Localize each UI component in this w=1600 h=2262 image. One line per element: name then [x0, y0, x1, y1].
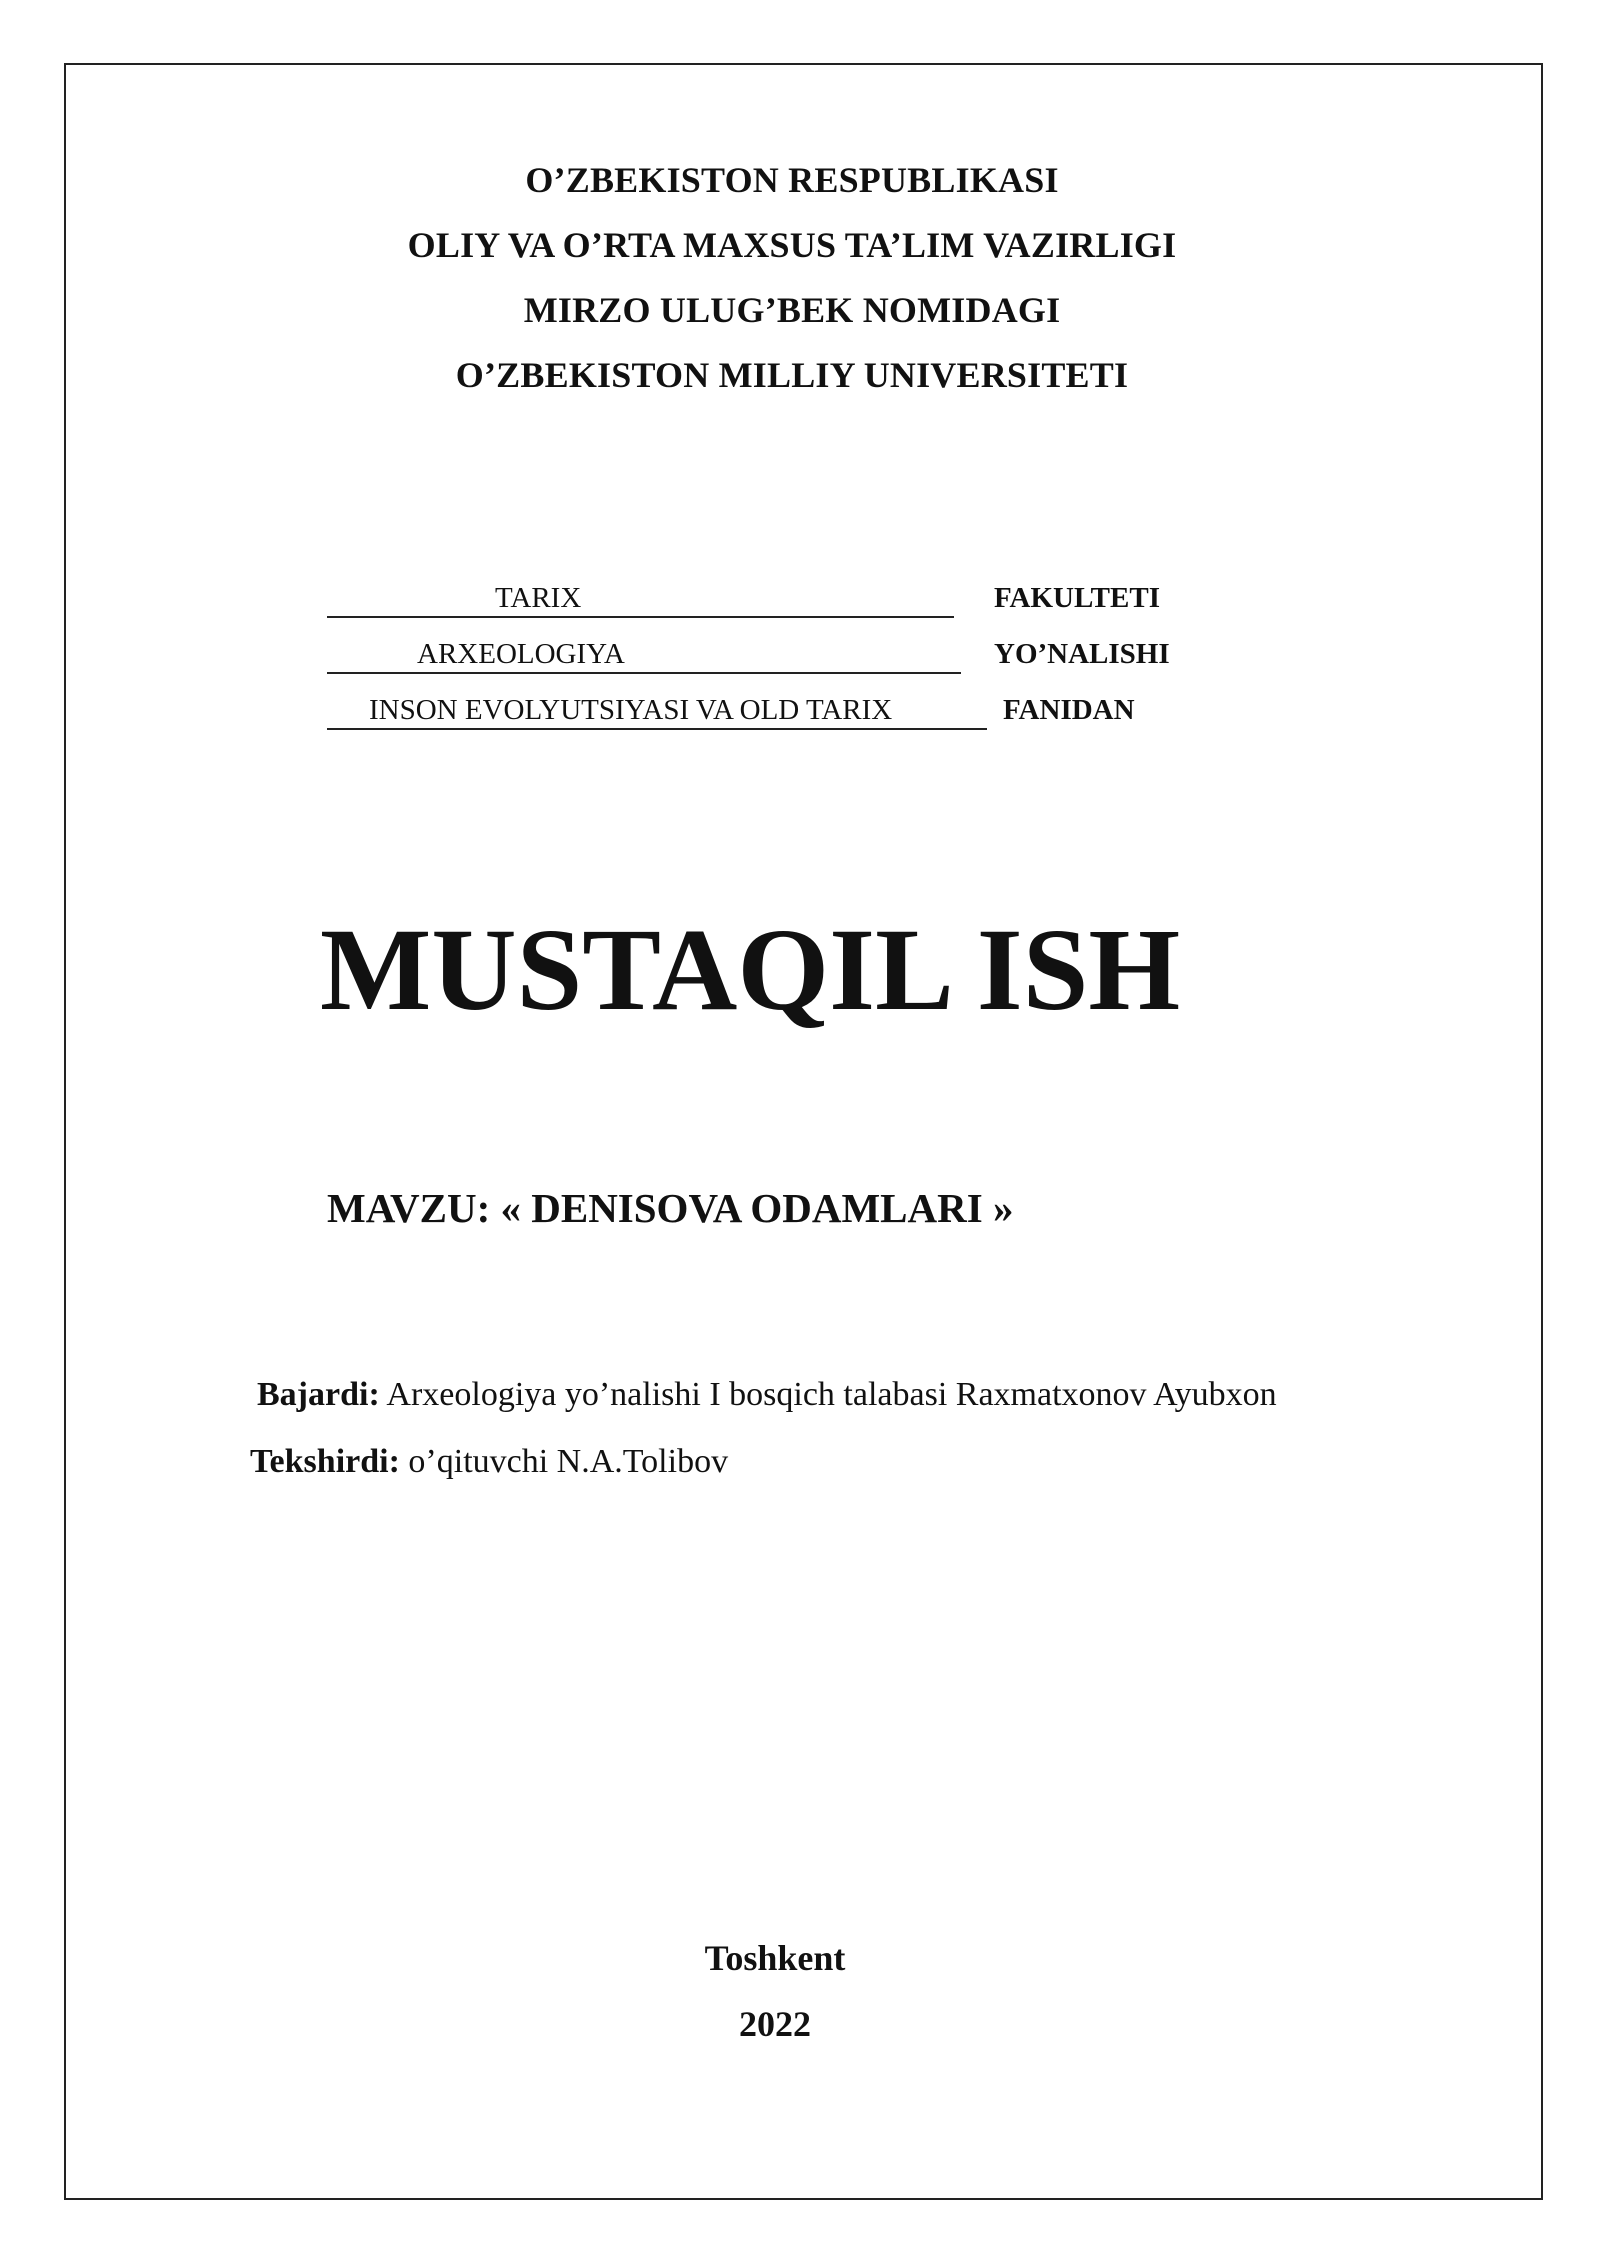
- header-line-country: O’ZBEKISTON RESPUBLIKASI: [525, 160, 1059, 200]
- footer-year: 2022: [739, 2004, 811, 2044]
- footer-city: Toshkent: [704, 1938, 846, 1978]
- faculty-label: FAKULTETI: [994, 582, 1160, 614]
- header-line-namesake: MIRZO ULUG’BEK NOMIDAGI: [523, 290, 1061, 330]
- footer: [0, 1925, 1600, 2057]
- performed-by-value: Arxeologiya yo’nalishi I bosqich talabasi Raxmatxonov Ayubxon: [386, 1376, 1277, 1413]
- direction-label: YO’NALISHI: [994, 638, 1170, 670]
- performed-by-line: [257, 1370, 1277, 1420]
- faculty-value: TARIX: [327, 578, 954, 618]
- document-title: MUSTAQIL ISH: [320, 904, 1181, 1035]
- direction-value: ARXEOLOGIYA: [327, 634, 961, 674]
- subject-value: INSON EVOLYUTSIYASI VA OLD TARIX: [327, 690, 987, 730]
- topic-line: MAVZU: « DENISOVA ODAMLARI »: [327, 1185, 1014, 1231]
- institution-header: [0, 148, 1600, 408]
- header-line-ministry: OLIY VA O’RTA MAXSUS TA’LIM VAZIRLIGI: [407, 225, 1177, 265]
- performed-by-key: Bajardi:: [257, 1376, 380, 1413]
- checked-by-value: o’qituvchi N.A.Tolibov: [408, 1443, 729, 1480]
- checked-by-line: [250, 1437, 728, 1487]
- header-line-university: O’ZBEKISTON MILLIY UNIVERSITETI: [455, 355, 1129, 395]
- subject-label: FANIDAN: [1003, 694, 1135, 726]
- checked-by-key: Tekshirdi:: [250, 1443, 400, 1480]
